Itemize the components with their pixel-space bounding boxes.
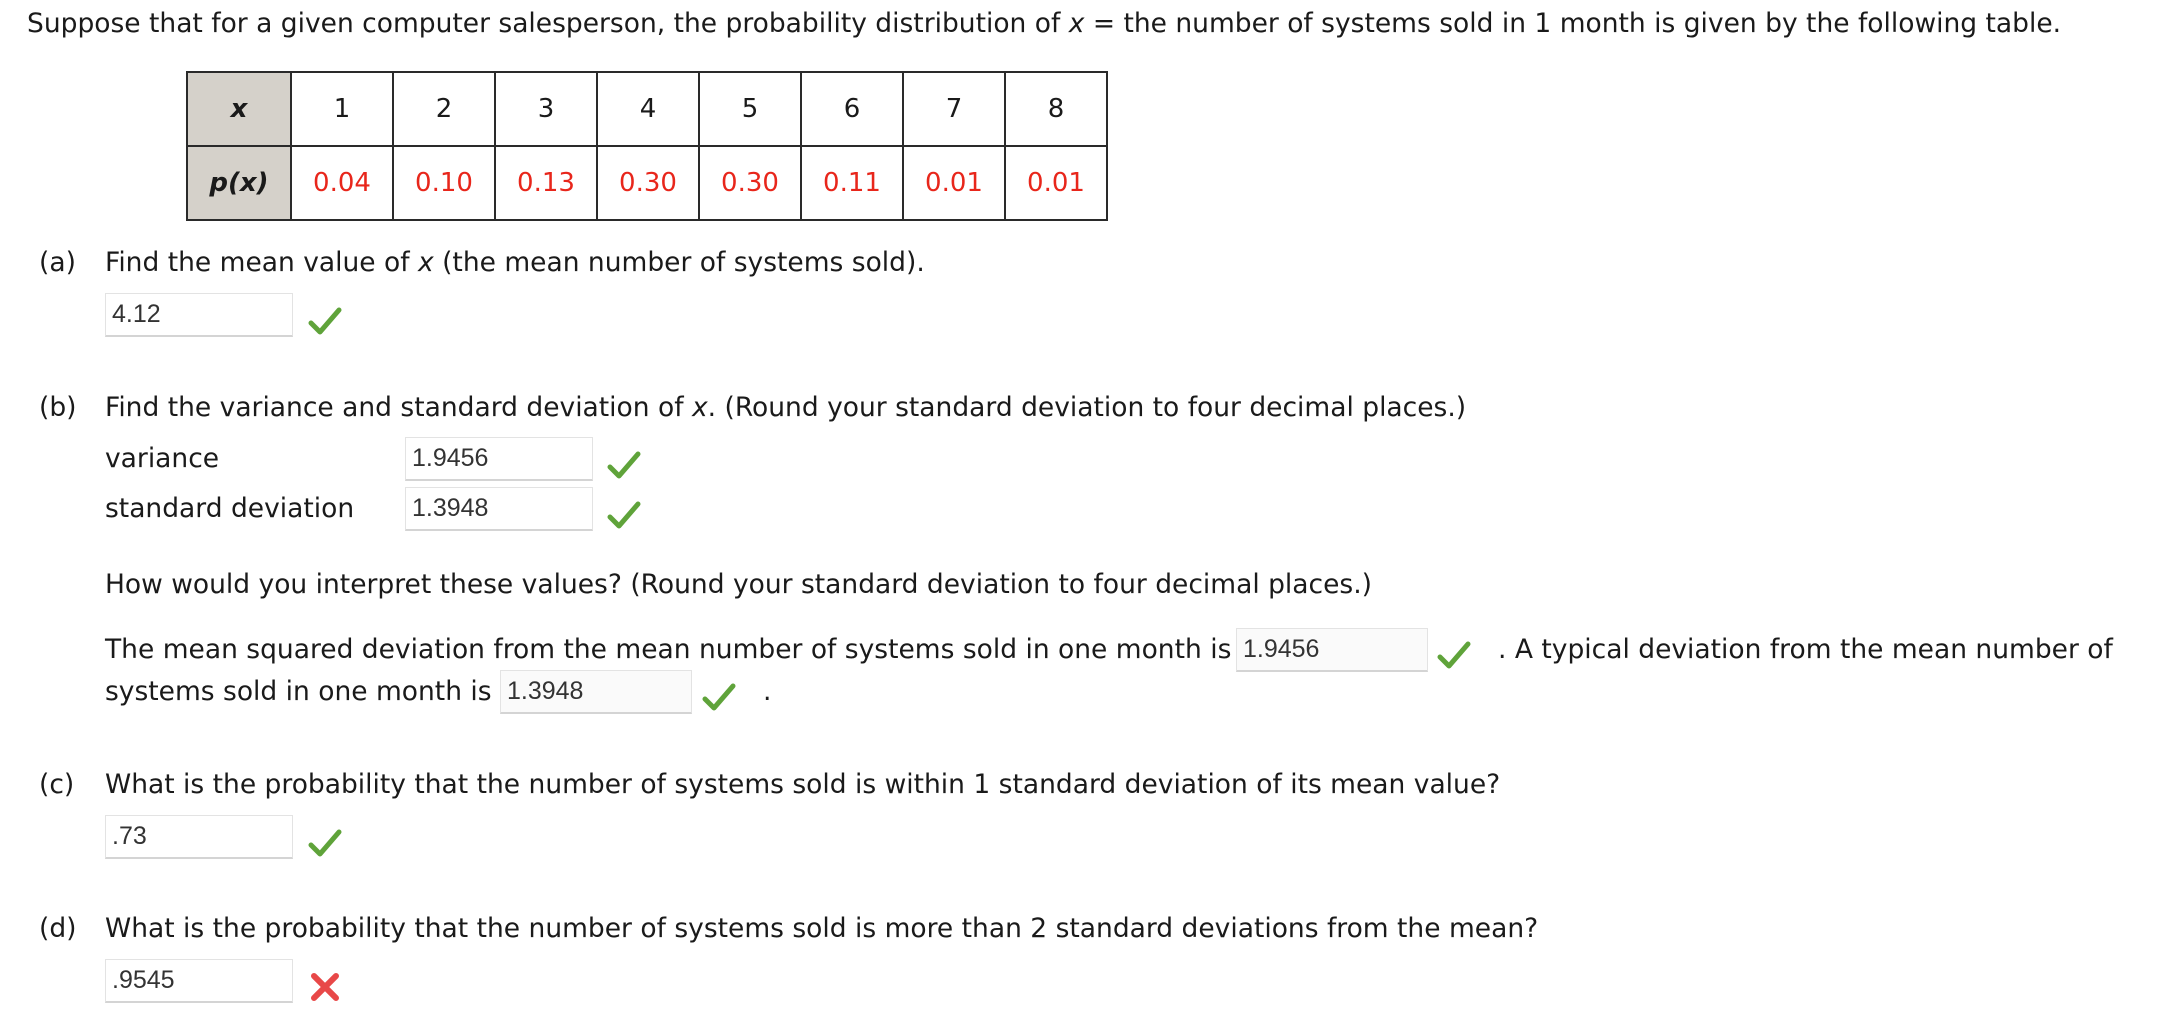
x-cell: 4 <box>597 72 699 146</box>
p-cell: 0.10 <box>393 146 495 220</box>
x-cell: 3 <box>495 72 597 146</box>
part-d-label: (d) <box>39 913 77 944</box>
intro-var-x: x <box>1068 8 1085 39</box>
part-d-question <box>39 913 1538 944</box>
x-cell: 5 <box>699 72 801 146</box>
x-cell: 1 <box>291 72 393 146</box>
p-cell: 0.11 <box>801 146 903 220</box>
check-icon <box>702 680 736 714</box>
variance-answer-field[interactable]: 1.9456 <box>405 437 593 481</box>
check-icon <box>1437 638 1471 672</box>
sd-answer-field[interactable]: 1.3948 <box>405 487 593 531</box>
typical-deviation-field[interactable]: 1.3948 <box>500 670 692 714</box>
table-row-x <box>187 72 1107 146</box>
part-b-text-2: . (Round your standard deviation to four decimal places.) <box>707 392 1467 423</box>
p-cell: 0.01 <box>903 146 1005 220</box>
part-a-answer-field[interactable]: 4.12 <box>105 293 293 337</box>
cross-icon <box>308 970 342 1004</box>
mean-squared-deviation-field[interactable]: 1.9456 <box>1236 628 1428 672</box>
part-c-label: (c) <box>39 769 75 800</box>
sentence-end-period: . <box>763 676 772 707</box>
p-cell: 0.01 <box>1005 146 1107 220</box>
p-cell: 0.30 <box>699 146 801 220</box>
part-b-text-1: Find the variance and standard deviation of <box>105 392 692 423</box>
intro-text-2: = the number of systems sold in 1 month is given by the following table. <box>1084 8 2062 39</box>
table-row-p <box>187 146 1107 220</box>
interpret-prompt: How would you interpret these values? (Round your standard deviation to four decimal places.) <box>105 569 1372 600</box>
problem-intro <box>27 8 2061 39</box>
part-b-label: (b) <box>39 392 77 423</box>
part-a-text-1: Find the mean value of <box>105 247 418 278</box>
variance-label: variance <box>105 443 220 474</box>
part-a-question <box>39 247 925 278</box>
part-b-question <box>39 392 1466 423</box>
x-cell: 7 <box>903 72 1005 146</box>
intro-text-1: Suppose that for a given computer salesperson, the probability distribution of <box>27 8 1069 39</box>
x-cell: 8 <box>1005 72 1107 146</box>
interpret-sentence-3: systems sold in one month is <box>105 676 492 707</box>
p-cell: 0.13 <box>495 146 597 220</box>
p-cell: 0.30 <box>597 146 699 220</box>
sd-label: standard deviation <box>105 493 355 524</box>
part-d-text: What is the probability that the number of systems sold is more than 2 standard deviations from the mean? <box>105 913 1539 944</box>
check-icon <box>607 498 641 532</box>
part-a-var: x <box>417 247 434 278</box>
check-icon <box>607 448 641 482</box>
check-icon <box>308 826 342 860</box>
p-cell: 0.04 <box>291 146 393 220</box>
part-c-text: What is the probability that the number of systems sold is within 1 standard deviation of its mean value? <box>105 769 1501 800</box>
part-c-answer-field[interactable]: .73 <box>105 815 293 859</box>
part-d-answer-field[interactable]: .9545 <box>105 959 293 1003</box>
part-a-label: (a) <box>39 247 76 278</box>
check-icon <box>308 304 342 338</box>
x-cell: 6 <box>801 72 903 146</box>
interpret-sentence-2: . A typical deviation from the mean number of <box>1498 634 2113 665</box>
part-b-var: x <box>691 392 708 423</box>
p-header: p(x) <box>187 146 291 220</box>
x-header: x <box>187 72 291 146</box>
distribution-table <box>186 71 1108 221</box>
interpret-sentence-1: The mean squared deviation from the mean number of systems sold in one month is <box>105 634 1232 665</box>
part-c-question <box>39 769 1500 800</box>
x-cell: 2 <box>393 72 495 146</box>
part-a-text-2: (the mean number of systems sold). <box>433 247 925 278</box>
